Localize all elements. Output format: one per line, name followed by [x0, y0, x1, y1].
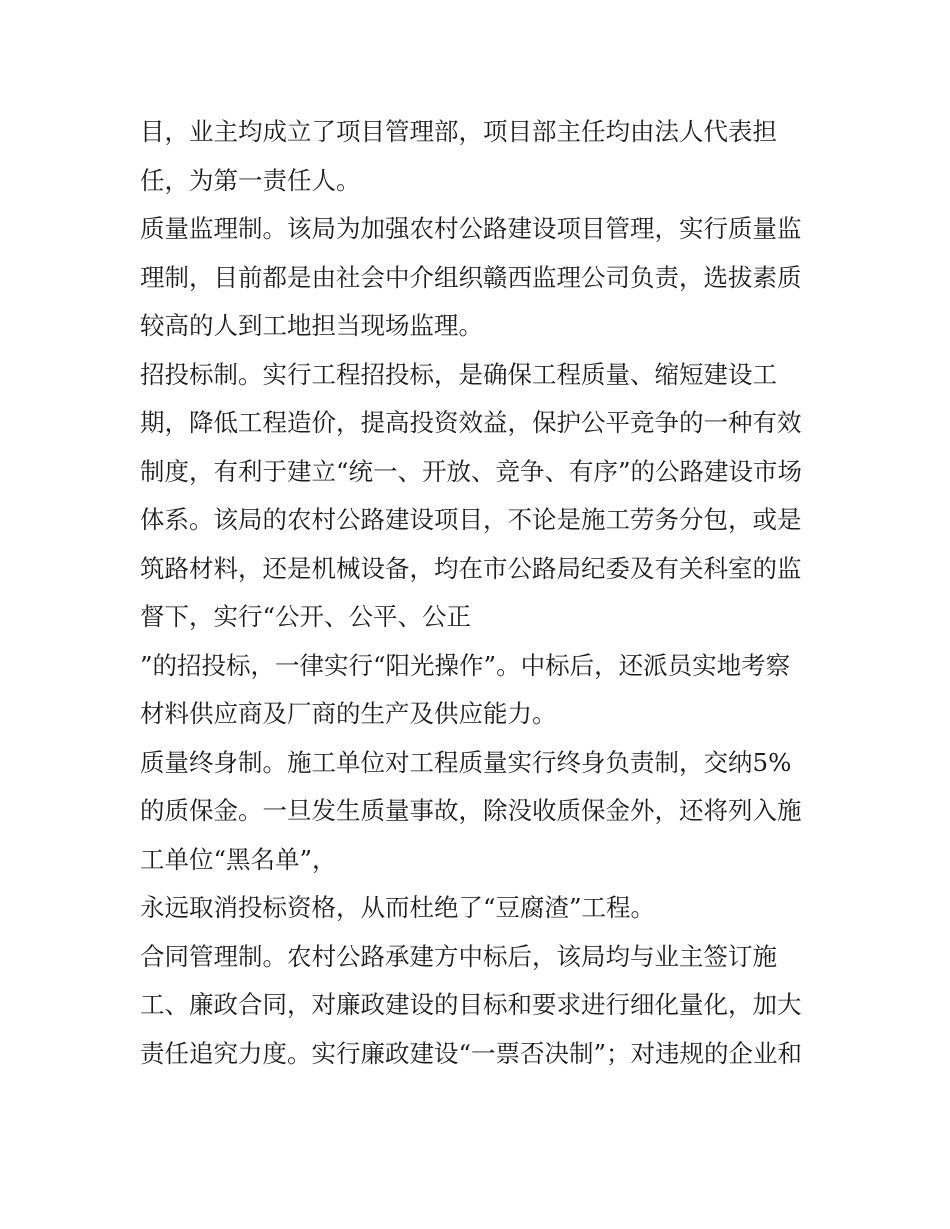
text-line: 制度，有利于建立“统一、开放、竞争、有序”的公路建设市场: [140, 456, 803, 486]
text-line: 筑路材料，还是机械设备，均在市公路局纪委及有关科室的监: [140, 553, 802, 583]
text-line: 永远取消投标资格，从而杜绝了“豆腐渣”工程。: [140, 893, 656, 922]
text-line: 招投标制。实行工程招投标，是确保工程质量、缩短建设工: [140, 359, 777, 389]
text-line: 体系。该局的农村公路建设项目，不论是施工劳务分包，或是: [140, 505, 802, 534]
text-line: 质量监理制。该局为加强农村公路建设项目管理，实行质量监: [140, 214, 802, 243]
text-line: 理制，目前都是由社会中介组织赣西监理公司负责，选拔素质: [140, 262, 802, 292]
document-body: [140, 108, 830, 1078]
text-line: 材料供应商及厂商的生产及供应能力。: [140, 699, 557, 728]
text-line: 工、廉政合同，对廉政建设的目标和要求进行细化量化，加大: [140, 990, 802, 1019]
text-line: 责任追究力度。实行廉政建设“一票否决制”；对违规的企业和: [140, 1038, 803, 1068]
text-line: 的质保金。一旦发生质量事故，除没收质保金外，还将列入施: [140, 796, 802, 825]
text-line: 任，为第一责任人。: [140, 165, 361, 195]
text-line: 期，降低工程造价，提高投资效益，保护公平竞争的一种有效: [140, 408, 802, 437]
text-line: 工单位“黑名单”，: [140, 844, 337, 874]
text-line: 督下，实行“公开、公平、公正: [140, 602, 472, 631]
text-line: 较高的人到工地担当现场监理。: [140, 311, 483, 340]
text-line: ”的招投标，一律实行“阳光操作”。中标后，还派员实地考察: [140, 650, 791, 680]
text-line: 质量终身制。施工单位对工程质量实行终身负责制，交纳5%: [140, 747, 792, 777]
text-line: 目，业主均成立了项目管理部，项目部主任均由法人代表担: [140, 117, 777, 146]
text-line: 合同管理制。农村公路承建方中标后，该局均与业主签订施: [140, 941, 777, 971]
